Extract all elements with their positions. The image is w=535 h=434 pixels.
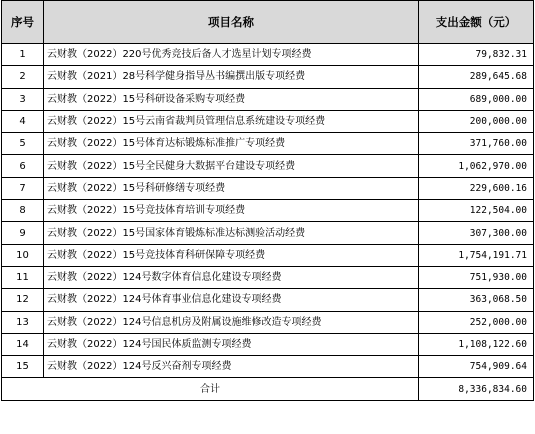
table-row: [2, 66, 534, 88]
row-amount: 1,108,122.60: [419, 333, 534, 355]
table-row: [2, 133, 534, 155]
row-amount: 1,754,191.71: [419, 244, 534, 266]
row-name: 云财教（2022）124号数字体育信息化建设专项经费: [44, 266, 419, 288]
table-header: [2, 1, 534, 44]
table-row: [2, 110, 534, 132]
row-amount: 307,300.00: [419, 222, 534, 244]
table-row: [2, 244, 534, 266]
row-name: 云财教（2022）220号优秀竞技后备人才选星计划专项经费: [44, 44, 419, 66]
row-name: 云财教（2022）124号体育事业信息化建设专项经费: [44, 289, 419, 311]
row-amount: 751,930.00: [419, 266, 534, 288]
row-name: 云财教（2022）15号体育达标锻炼标准推广专项经费: [44, 133, 419, 155]
row-name: 云财教（2022）124号反兴奋剂专项经费: [44, 356, 419, 378]
table-row: [2, 88, 534, 110]
table-row: [2, 266, 534, 288]
row-no: 10: [2, 244, 44, 266]
expense-table: [1, 0, 534, 401]
row-name: 云财教（2022）15号全民健身大数据平台建设专项经费: [44, 155, 419, 177]
row-name: 云财教（2022）15号竞技体育科研保障专项经费: [44, 244, 419, 266]
row-no: 7: [2, 177, 44, 199]
row-amount: 371,760.00: [419, 133, 534, 155]
row-amount: 252,000.00: [419, 311, 534, 333]
row-no: 14: [2, 333, 44, 355]
table-row: [2, 44, 534, 66]
row-no: 6: [2, 155, 44, 177]
row-name: 云财教（2022）15号国家体育锻炼标准达标测验活动经费: [44, 222, 419, 244]
header-name: 项目名称: [44, 1, 419, 44]
table-body: [2, 44, 534, 401]
row-no: 3: [2, 88, 44, 110]
row-amount: 79,832.31: [419, 44, 534, 66]
header-amount: 支出金额（元）: [419, 1, 534, 44]
row-name: 云财教（2022）15号竞技体育培训专项经费: [44, 200, 419, 222]
table-row: [2, 155, 534, 177]
table-row: [2, 311, 534, 333]
row-amount: 200,000.00: [419, 110, 534, 132]
row-amount: 229,600.16: [419, 177, 534, 199]
row-no: 5: [2, 133, 44, 155]
row-name: 云财教（2022）15号云南省裁判员管理信息系统建设专项经费: [44, 110, 419, 132]
table-row: [2, 222, 534, 244]
row-no: 11: [2, 266, 44, 288]
row-amount: 754,909.64: [419, 356, 534, 378]
row-amount: 1,062,970.00: [419, 155, 534, 177]
total-row: [2, 378, 534, 400]
row-name: 云财教（2022）15号科研修缮专项经费: [44, 177, 419, 199]
row-name: 云财教（2022）124号信息机房及附属设施维修改造专项经费: [44, 311, 419, 333]
row-no: 9: [2, 222, 44, 244]
row-no: 2: [2, 66, 44, 88]
row-no: 15: [2, 356, 44, 378]
table-row: [2, 289, 534, 311]
row-amount: 289,645.68: [419, 66, 534, 88]
table-row: [2, 200, 534, 222]
header-row: [2, 1, 534, 44]
row-no: 12: [2, 289, 44, 311]
row-amount: 122,504.00: [419, 200, 534, 222]
header-no: 序号: [2, 1, 44, 44]
table-row: [2, 333, 534, 355]
total-amount: 8,336,834.60: [419, 378, 534, 400]
table-row: [2, 177, 534, 199]
row-no: 1: [2, 44, 44, 66]
row-name: 云财教（2021）28号科学健身指导丛书编撰出版专项经费: [44, 66, 419, 88]
row-amount: 689,000.00: [419, 88, 534, 110]
row-amount: 363,068.50: [419, 289, 534, 311]
row-name: 云财教（2022）124号国民体质监测专项经费: [44, 333, 419, 355]
table-row: [2, 356, 534, 378]
row-no: 4: [2, 110, 44, 132]
row-no: 8: [2, 200, 44, 222]
row-name: 云财教（2022）15号科研设备采购专项经费: [44, 88, 419, 110]
row-no: 13: [2, 311, 44, 333]
total-label: 合计: [2, 378, 419, 400]
